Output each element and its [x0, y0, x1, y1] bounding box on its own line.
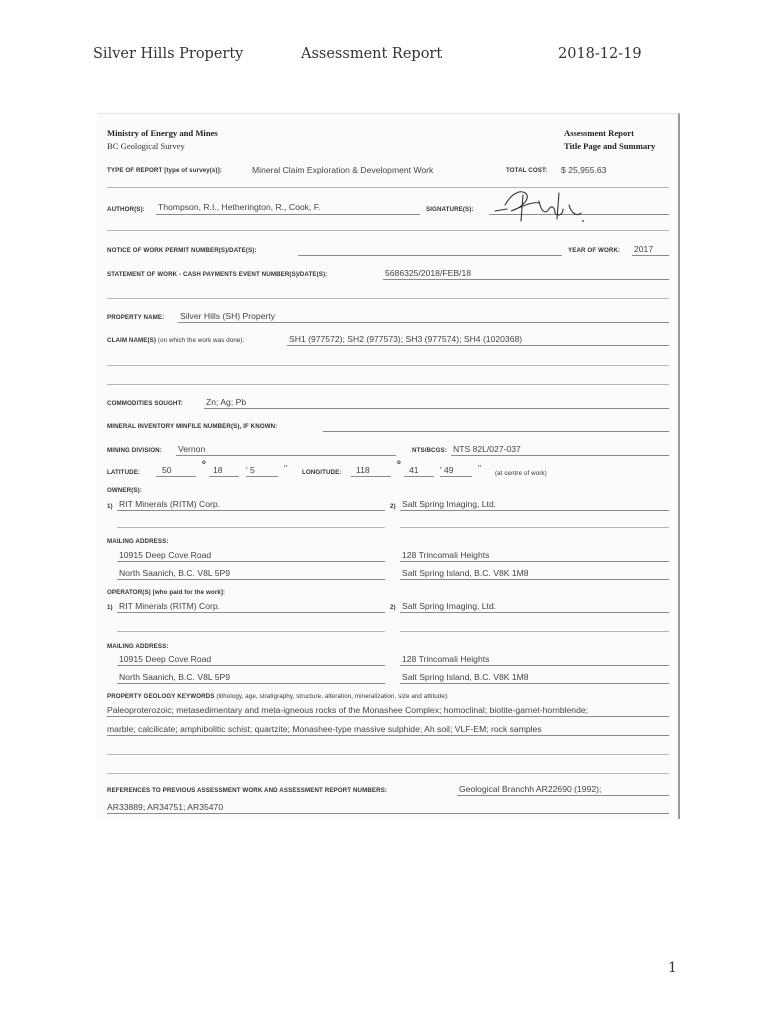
addr-line: [117, 579, 385, 580]
lon-sec-line: [440, 476, 472, 477]
degree-mark: o: [397, 459, 401, 466]
degree-mark: o: [202, 459, 206, 466]
operator-mailing-label: MAILING ADDRESS:: [107, 643, 169, 650]
references-rule: [107, 813, 669, 814]
addr-line: [117, 683, 385, 684]
header-property: Silver Hills Property: [93, 46, 244, 62]
total-cost-value: $ 25,955.63: [561, 165, 607, 175]
authors-value: Thompson, R.I., Hetherington, R., Cook, F.: [158, 202, 321, 212]
owner-2-address-2: Salt Spring Island, B.C. V8K 1M8: [402, 568, 529, 578]
commodities-label: COMMODITIES SOUGHT:: [107, 400, 183, 407]
rule: [107, 773, 669, 774]
survey-name: BC Geological Survey: [107, 141, 185, 151]
geology-line-1: Paleoproterozoic; metasedimentary and meta-igneous rocks of the Monashee Complex; homoclinal; biotite-garnet-hornblende;: [107, 705, 589, 715]
owner-1: RIT Minerals (RITM) Corp.: [119, 499, 221, 509]
latitude-seconds: 5: [250, 465, 255, 475]
operator-2-address-1: 128 Trincomali Heights: [402, 654, 490, 664]
page-number: 1: [668, 960, 677, 976]
signature-image: [493, 187, 585, 227]
owner-1-number: 1): [107, 503, 113, 510]
centre-note: (at centre of work): [495, 470, 547, 477]
owners-label: OWNER(S):: [107, 487, 142, 494]
rule: [107, 230, 669, 231]
operator-2-address-2: Salt Spring Island, B.C. V8K 1M8: [402, 672, 529, 682]
owner-mailing-label: MAILING ADDRESS:: [107, 538, 169, 545]
notice-label: NOTICE OF WORK PERMIT NUMBER(S)/DATE(S):: [107, 247, 257, 254]
operator-2-line: [400, 612, 669, 613]
references-value-1: Geological Branchh AR22690 (1992);: [459, 784, 602, 794]
operator-1-address-2: North Saanich, B.C. V8L 5P9: [119, 672, 230, 682]
operator-1: RIT Minerals (RITM) Corp.: [119, 601, 221, 611]
longitude-minutes: 41: [409, 465, 419, 475]
lat-min-line: [209, 476, 239, 477]
addr-line: [400, 561, 669, 562]
operator-2: Salt Spring Imaging, Ltd.: [402, 601, 497, 611]
property-label: PROPERTY NAME:: [107, 314, 165, 321]
authors-label: AUTHOR(S):: [107, 206, 145, 213]
type-label: TYPE OF REPORT [type of survey(s)]:: [107, 167, 222, 174]
geology-line-2: marble; calcilicate; amphibolitic schist; quartzite; Monashee-type massive sulphide; Ah soil; VLF-EM; rock samples: [107, 724, 542, 734]
longitude-label: LONGITUDE:: [302, 469, 342, 476]
header-date: 2018-12-19: [558, 46, 642, 62]
header-report: Assessment Report: [301, 46, 443, 62]
operator-1-address-1: 10915 Deep Cove Road: [119, 654, 212, 664]
addr-line: [400, 683, 669, 684]
references-line: [457, 795, 669, 796]
addr-line: [117, 665, 385, 666]
rule: [107, 384, 669, 385]
ministry-name: Ministry of Energy and Mines: [107, 128, 218, 138]
latitude-degrees: 50: [162, 465, 172, 475]
minfile-line: [323, 431, 669, 432]
references-value-2: AR33889; AR34751; AR35470: [107, 802, 224, 812]
type-value: Mineral Claim Exploration & Development Work: [252, 165, 434, 175]
rule: [117, 527, 385, 528]
minute-mark: ': [440, 465, 442, 475]
second-mark: ": [478, 463, 482, 473]
operator-1-line: [117, 612, 385, 613]
minfile-label: MINERAL INVENTORY MINFILE NUMBER(S), IF KNOWN:: [107, 423, 278, 430]
mining-division-line: [176, 455, 396, 456]
property-line: [178, 322, 669, 323]
rule: [107, 754, 669, 755]
rule: [400, 631, 669, 632]
claims-line: [287, 345, 669, 346]
addr-line: [117, 561, 385, 562]
geology-rule-2: [107, 735, 669, 736]
references-label: REFERENCES TO PREVIOUS ASSESSMENT WORK AND ASSESSMENT REPORT NUMBERS:: [107, 787, 388, 794]
commodities-value: Zn; Ag; Pb: [206, 397, 247, 407]
geology-label: PROPERTY GEOLOGY KEYWORDS (lithology, age, stratigraphy, structure, alteration, mineralization, size and attitude):: [107, 693, 449, 700]
mining-division-label: MINING DIVISION:: [107, 447, 162, 454]
owner-1-address-1: 10915 Deep Cove Road: [119, 550, 212, 560]
claims-value: SH1 (977572); SH2 (977573); SH3 (977574); SH4 (1020368): [289, 334, 523, 344]
operator-2-number: 2): [390, 604, 396, 611]
owner-1-address-2: North Saanich, B.C. V8L 5P9: [119, 568, 230, 578]
year-line: [632, 255, 669, 256]
authors-line: [156, 214, 420, 215]
notice-line: [298, 255, 562, 256]
year-label: YEAR OF WORK:: [568, 247, 621, 254]
longitude-seconds: 49: [444, 465, 454, 475]
owner-2: Salt Spring Imaging, Ltd.: [402, 499, 497, 509]
owner-2-address-1: 128 Trincomali Heights: [402, 550, 490, 560]
statement-label: STATEMENT OF WORK - CASH PAYMENTS EVENT NUMBER(S)/DATE(S):: [107, 271, 328, 278]
operators-label: OPERATOR(S) [who paid for the work]:: [107, 589, 226, 596]
nts-label: NTS/BCGS:: [412, 447, 447, 454]
lon-min-line: [404, 476, 434, 477]
commodities-line: [204, 408, 669, 409]
minute-mark: ': [246, 465, 248, 475]
operator-1-number: 1): [107, 604, 113, 611]
total-cost-label: TOTAL COST:: [506, 167, 548, 174]
lat-deg-line: [156, 476, 196, 477]
owner-1-line: [117, 510, 385, 511]
rule: [400, 527, 669, 528]
statement-line: [383, 279, 669, 280]
statement-value: 5686325/2018/FEB/18: [385, 268, 472, 278]
signature-label: SIGNATURE(S):: [426, 206, 474, 213]
mining-division-value: Vernon: [178, 444, 206, 454]
longitude-degrees: 118: [356, 465, 370, 475]
property-value: Silver Hills (SH) Property: [180, 311, 276, 321]
owner-2-number: 2): [390, 503, 396, 510]
year-value: 2017: [634, 244, 654, 254]
geology-rule-1: [107, 716, 669, 717]
claims-label: CLAIM NAME(S) (on which the work was done):: [107, 337, 245, 344]
form-title-1: Assessment Report: [564, 128, 634, 138]
addr-line: [400, 665, 669, 666]
owner-2-line: [400, 510, 669, 511]
rule: [107, 365, 669, 366]
lat-sec-line: [246, 476, 278, 477]
latitude-label: LATITUDE:: [107, 469, 141, 476]
rule: [117, 631, 385, 632]
scanned-form: [97, 113, 680, 819]
rule: [107, 298, 669, 299]
addr-line: [400, 579, 669, 580]
nts-value: NTS 82L/027-037: [453, 444, 521, 454]
nts-line: [451, 455, 669, 456]
latitude-minutes: 18: [213, 465, 223, 475]
second-mark: ": [284, 463, 288, 473]
lon-deg-line: [351, 476, 391, 477]
form-title-2: Title Page and Summary: [564, 141, 656, 151]
